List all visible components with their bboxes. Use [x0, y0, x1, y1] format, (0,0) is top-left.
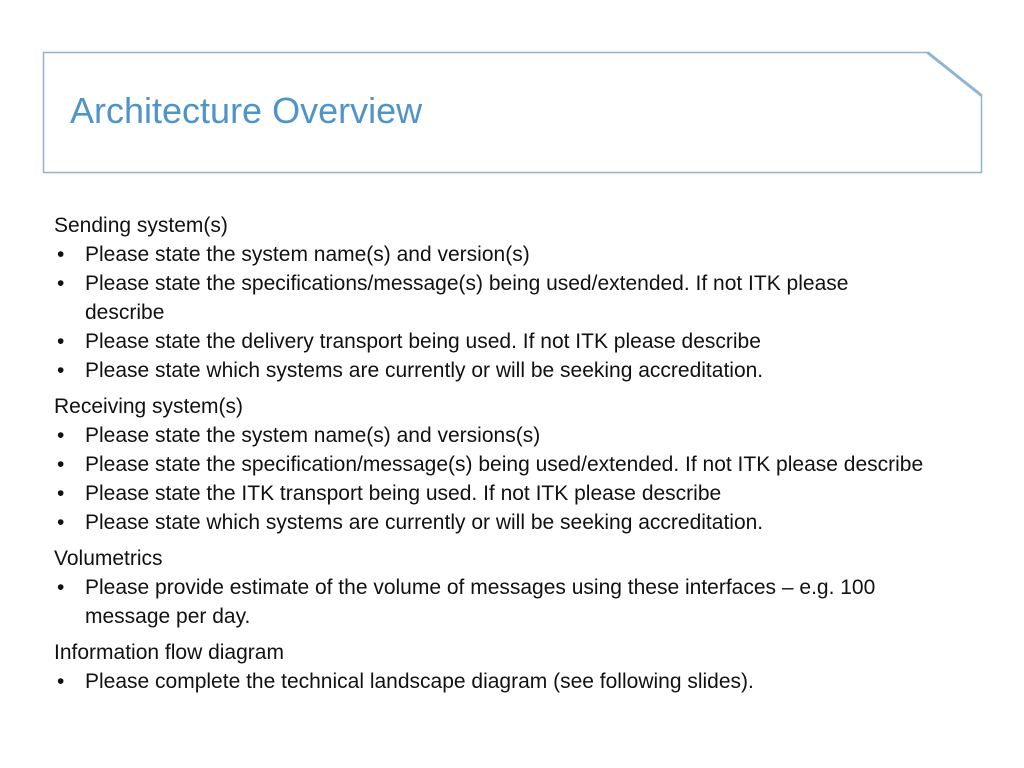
bullet-icon: • [57, 670, 65, 693]
section-volumetrics [54, 544, 934, 631]
bullet-item [54, 508, 934, 537]
bullet-list [54, 573, 934, 631]
bullet-text: Please state the specifications/message(s) being used/extended. If not ITK please describe [85, 272, 849, 324]
section-heading: Information flow diagram [54, 641, 284, 664]
bullet-text: Please state the system name(s) and versions(s) [85, 424, 541, 447]
section-information-flow-diagram [54, 638, 934, 696]
bullet-icon: • [57, 330, 65, 353]
bullet-list [54, 240, 934, 385]
bullet-text: Please state which systems are currently or will be seeking accreditation. [85, 359, 764, 382]
bullet-item [54, 327, 934, 356]
slide-body [54, 211, 934, 696]
bullet-item [54, 573, 934, 631]
bullet-list [54, 667, 934, 696]
section-heading: Volumetrics [54, 547, 163, 570]
title-banner [0, 0, 1024, 200]
bullet-text: Please state which systems are currently or will be seeking accreditation. [85, 511, 764, 534]
bullet-list [54, 421, 934, 537]
bullet-item [54, 450, 934, 479]
bullet-item [54, 421, 934, 450]
slide-title: Architecture Overview [70, 90, 423, 131]
bullet-item [54, 356, 934, 385]
bullet-text: Please provide estimate of the volume of messages using these interfaces – e.g. 100 message per day. [85, 576, 876, 628]
bullet-icon: • [57, 576, 65, 599]
bullet-icon: • [57, 243, 65, 266]
bullet-text: Please state the delivery transport being used. If not ITK please describe [85, 330, 761, 353]
section-sending-systems [54, 211, 934, 385]
bullet-item [54, 667, 934, 696]
bullet-icon: • [57, 511, 65, 534]
bullet-text: Please state the specification/message(s) being used/extended. If not ITK please describe [85, 453, 924, 476]
section-heading: Sending system(s) [54, 214, 228, 237]
bullet-text: Please state the system name(s) and version(s) [85, 243, 530, 266]
bullet-text: Please complete the technical landscape diagram (see following slides). [85, 670, 754, 693]
bullet-icon: • [57, 453, 65, 476]
bullet-icon: • [57, 482, 65, 505]
bullet-icon: • [57, 424, 65, 447]
section-heading: Receiving system(s) [54, 395, 244, 418]
bullet-icon: • [57, 272, 65, 295]
bullet-text: Please state the ITK transport being used. If not ITK please describe [85, 482, 722, 505]
bullet-item [54, 479, 934, 508]
bullet-item [54, 269, 934, 327]
bullet-icon: • [57, 359, 65, 382]
bullet-item [54, 240, 934, 269]
section-receiving-systems [54, 392, 934, 537]
